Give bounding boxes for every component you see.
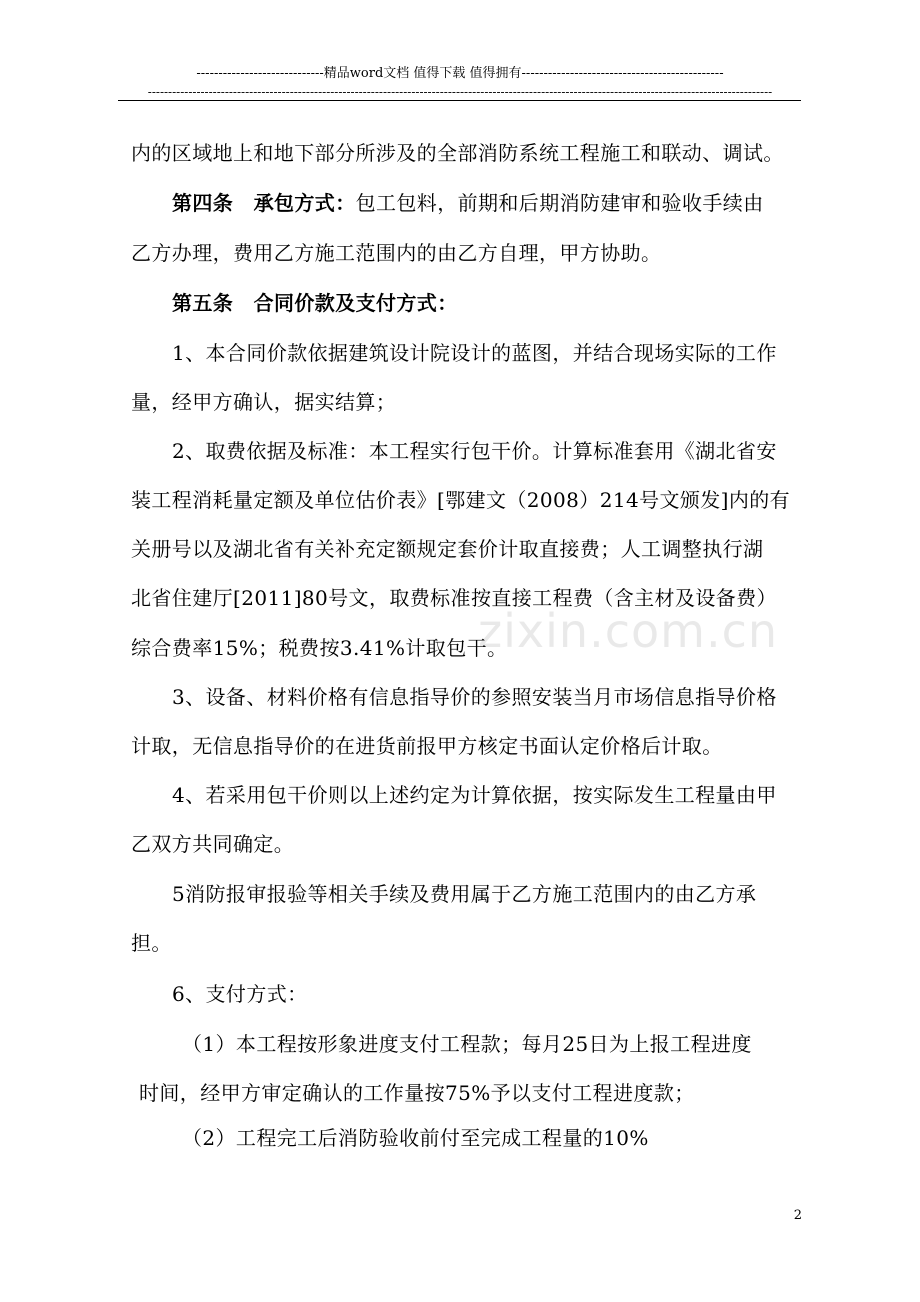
paragraph-scope: 内的区域地上和地下部分所涉及的全部消防系统工程施工和联动、调试。 (131, 141, 784, 165)
payment-1-line-1: （1）本工程按形象进度支付工程款；每月25日为上报工程进度 (182, 1032, 752, 1056)
item-5-line-2: 担。 (131, 931, 172, 955)
item-6-title: 6、支付方式： (172, 982, 308, 1006)
item-2-line-1: 2、取费依据及标准：本工程实行包干价。计算标准套用《湖北省安 (172, 439, 777, 463)
article-4-title: 第四条 承包方式： (172, 191, 356, 215)
item-3-line-2: 计取，无信息指导价的在进货前报甲方核定书面认定价格后计取。 (131, 734, 723, 758)
item-4-line-2: 乙双方共同确定。 (131, 832, 295, 856)
watermark: zixin.com.cn (478, 604, 779, 658)
payment-1-line-2: 时间，经甲方审定确认的工作量按75%予以支付工程进度款； (139, 1081, 695, 1105)
item-4-line-1: 4、若采用包干价则以上述约定为计算依据，按实际发生工程量由甲 (172, 783, 777, 807)
item-3-line-1: 3、设备、材料价格有信息指导价的参照安装当月市场信息指导价格 (172, 685, 777, 709)
item-1-line-1: 1、本合同价款依据建筑设计院设计的蓝图，并结合现场实际的工作 (172, 341, 777, 365)
item-2-line-3: 关册号以及湖北省有关补充定额规定套价计取直接费；人工调整执行湖 (131, 537, 764, 561)
item-2-line-5: 综合费率15%；税费按3.41%计取包干。 (131, 636, 508, 660)
article-4 (172, 189, 764, 217)
header-dash-line: ---------------------------------------------------------------------------------------------------------------------------------------------------------- (147, 85, 773, 99)
payment-2-line-1: （2）工程完工后消防验收前付至完成工程量的10% (182, 1126, 649, 1150)
article-4-line-2: 乙方办理，费用乙方施工范围内的由乙方自理，甲方协助。 (131, 241, 662, 265)
header-rule (118, 100, 801, 101)
item-2-line-4: 北省住建厅[2011]80号文，取费标准按直接工程费（含主材及设备费） (131, 586, 777, 610)
item-1-line-2: 量，经甲方确认，据实结算； (131, 390, 397, 414)
article-5-title: 第五条 合同价款及支付方式： (172, 291, 458, 315)
item-5-line-1: 5消防报审报验等相关手续及费用属于乙方施工范围内的由乙方承 (172, 882, 757, 906)
page-number: 2 (793, 1208, 802, 1223)
item-2-line-2: 装工程消耗量定额及单位估价表》[鄂建文（2008）214号文颁发]内的有 (131, 488, 791, 512)
header-text: -----------------------------精品word文档 值得下载 值得拥有---------------------------------------------- (196, 66, 724, 81)
article-4-text: 包工包料，前期和后期消防建审和验收手续由 (355, 191, 764, 215)
